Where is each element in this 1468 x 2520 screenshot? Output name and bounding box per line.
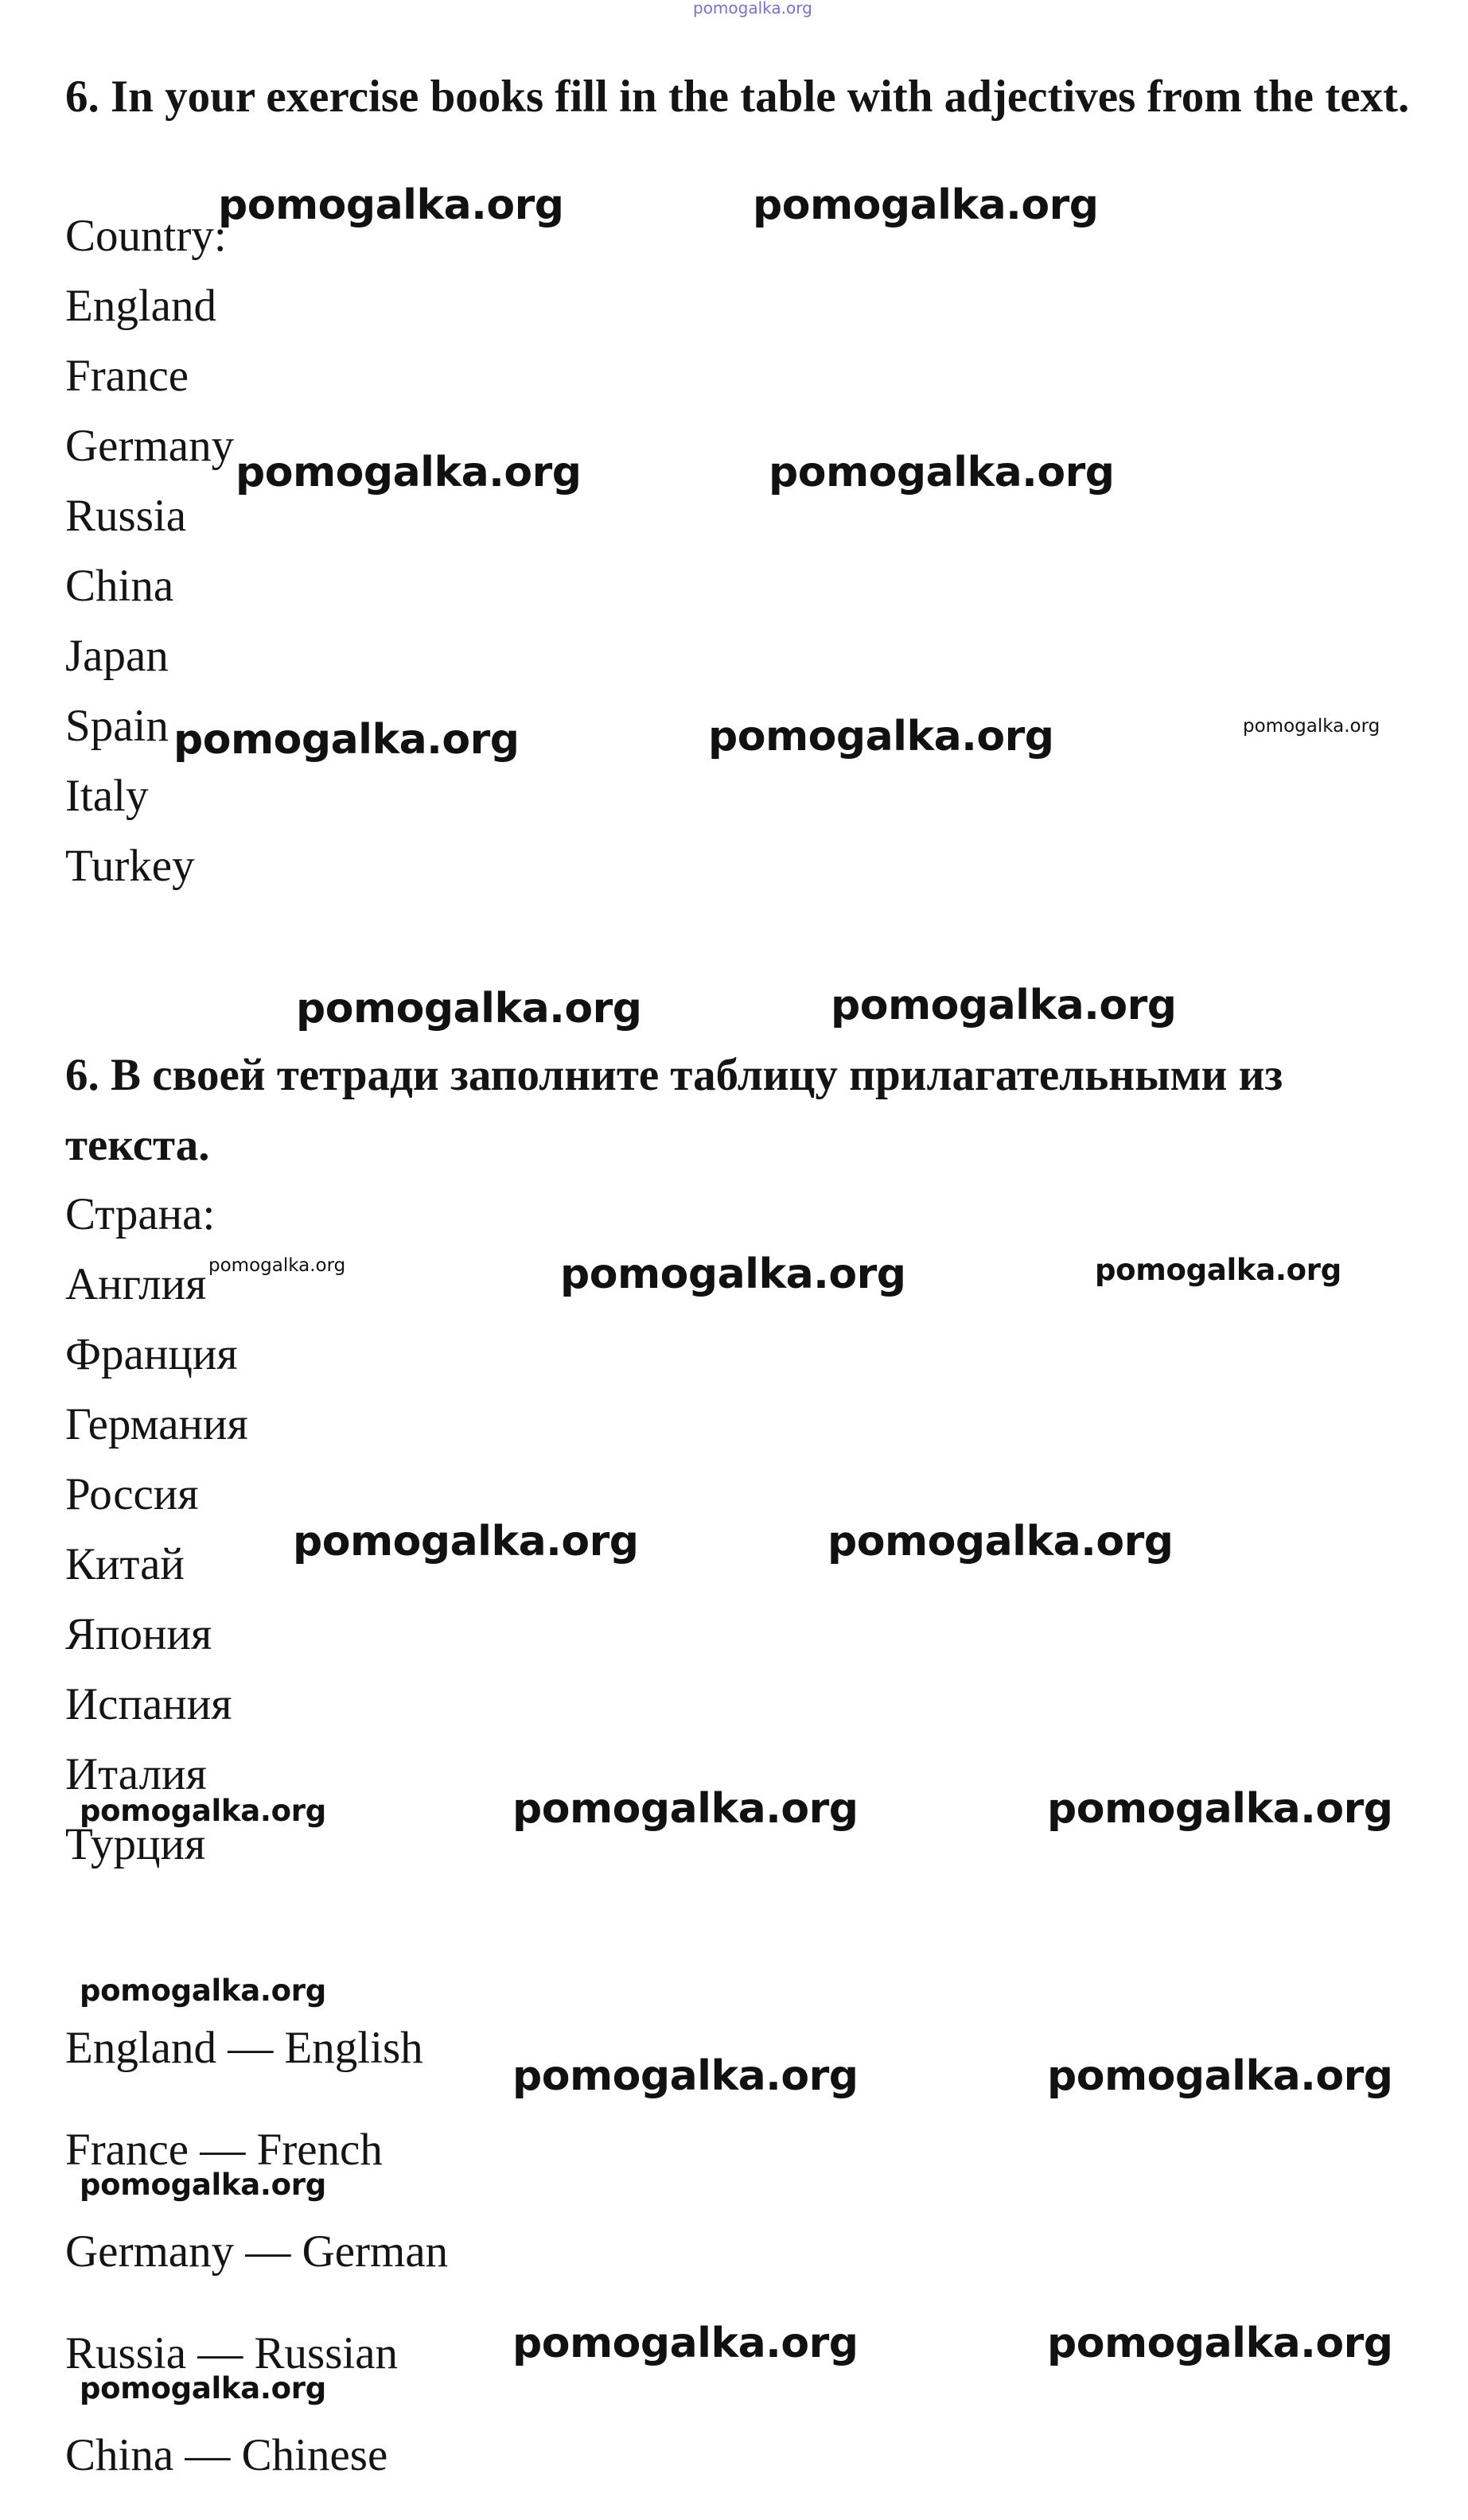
watermark: pomogalka.org [80,1974,326,2008]
watermark: pomogalka.org [1243,716,1380,737]
country-ru-japan: Япония [65,1609,212,1659]
country-italy: Italy [65,771,149,821]
country-ru-russia: Россия [65,1469,199,1519]
russian-country-label: Страна: [65,1189,216,1239]
country-germany: Germany [65,421,235,471]
answer-russia: Russia — Russian [65,2328,399,2378]
country-russia: Russia [65,491,187,541]
country-ru-germany: Германия [65,1399,248,1449]
watermark-top: pomogalka.org [693,0,812,18]
answer-france: France — French [65,2125,383,2175]
watermark: pomogalka.org [753,181,1099,229]
country-ru-china: Китай [65,1539,185,1589]
answer-china: China — Chinese [65,2430,388,2480]
watermark: pomogalka.org [827,1518,1174,1565]
answer-england: England — English [65,2023,423,2073]
watermark: pomogalka.org [1047,2320,1393,2367]
watermark: pomogalka.org [218,181,564,229]
watermark: pomogalka.org [80,2168,326,2202]
answer-germany: Germany — German [65,2226,449,2277]
watermark: pomogalka.org [1095,1253,1341,1287]
watermark: pomogalka.org [236,449,582,496]
english-country-label: Country: [65,211,227,261]
russian-task-heading: 6. В своей тетради заполните таблицу прилагательными из текста. [65,1050,1283,1170]
watermark: pomogalka.org [80,1794,326,1828]
watermark: pomogalka.org [173,716,520,764]
english-task-heading: 6. In your exercise books fill in the table with adjectives from the text. [65,72,1410,122]
country-china: China [65,561,174,611]
country-ru-england: Англия [65,1259,207,1309]
country-japan: Japan [65,631,169,681]
country-turkey: Turkey [65,841,195,891]
watermark: pomogalka.org [512,1785,859,1833]
watermark: pomogalka.org [1047,2052,1393,2100]
watermark: pomogalka.org [708,713,1054,760]
country-ru-italy: Италия [65,1749,207,1799]
watermark: pomogalka.org [80,2371,326,2405]
country-spain: Spain [65,701,169,751]
country-ru-spain: Испания [65,1679,232,1729]
watermark: pomogalka.org [560,1250,906,1298]
country-ru-france: Франция [65,1329,238,1379]
watermark: pomogalka.org [208,1255,346,1276]
watermark: pomogalka.org [769,449,1115,496]
watermark: pomogalka.org [512,2320,859,2367]
watermark: pomogalka.org [293,1518,639,1565]
watermark: pomogalka.org [512,2052,859,2100]
watermark: pomogalka.org [1047,1785,1393,1833]
country-england: England [65,281,216,331]
country-france: France [65,351,189,401]
country-ru-turkey: Турция [65,1819,206,1869]
watermark: pomogalka.org [831,982,1177,1029]
watermark: pomogalka.org [296,985,642,1032]
